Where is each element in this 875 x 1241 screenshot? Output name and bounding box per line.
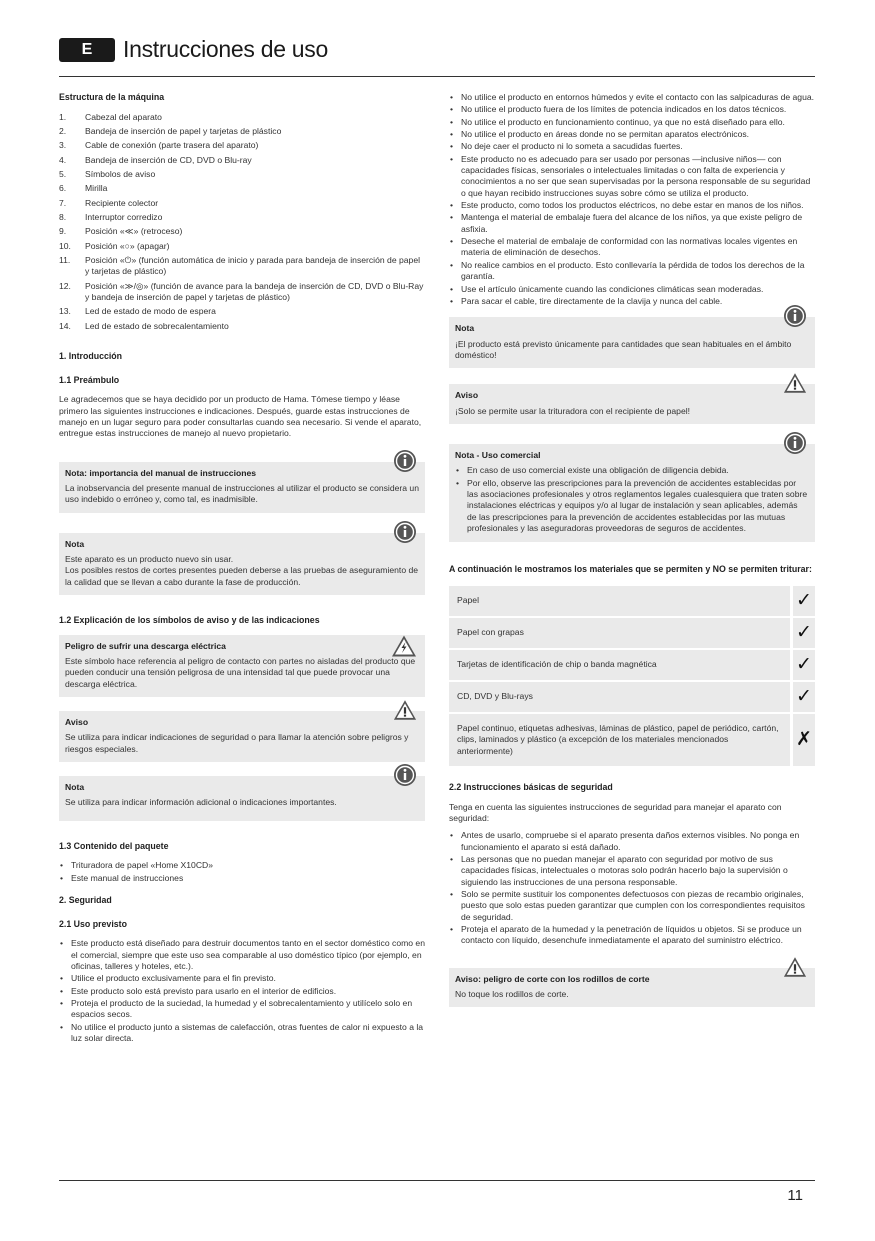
structure-item [59, 155, 425, 166]
material-label: Papel [449, 586, 790, 616]
structure-item-text: Posición «⏻» (función automática de inicio y parada para bandeja de inserción de papel y tarjetas de plástico) [85, 255, 421, 277]
list-item: • Este manual de instrucciones [59, 873, 425, 884]
warning-icon [783, 371, 807, 395]
warning-title: Aviso [65, 717, 89, 728]
note-manual-box [59, 462, 425, 513]
list-item: • Para sacar el cable, tire directamente de la clavija y nunca del cable. [449, 296, 815, 307]
material-label: CD, DVD y Blu-rays [449, 682, 790, 712]
structure-item [59, 126, 425, 137]
table-row [449, 714, 815, 766]
warning-text: Se utiliza para indicar indicaciones de seguridad o para llamar la atención sobre peligros y riesgos especiales. [65, 732, 409, 754]
table-row [449, 682, 815, 712]
structure-item-text: Símbolos de aviso [85, 168, 156, 179]
warn-rollers-title: Aviso: peligro de corte con los rodillos de corte [455, 973, 650, 984]
structure-item-text: Posición «○» (apagar) [85, 240, 170, 251]
structure-item-number: 11. [59, 255, 71, 266]
shock-title: Peligro de sufrir una descarga eléctrica [65, 640, 226, 651]
table-row [449, 618, 815, 648]
package-list [59, 860, 425, 884]
intended-use-heading: 2.1 Uso previsto [59, 918, 127, 929]
note-manual-text: La inobservancia del presente manual de instrucciones al utilizar el producto se considera un uso indebido o erróneo y, como tal, es inadmisible. [65, 483, 419, 505]
structure-item [59, 140, 425, 151]
basic-safety-list [449, 830, 815, 946]
page-header [59, 34, 815, 64]
structure-list [59, 112, 425, 333]
structure-item [59, 212, 425, 223]
structure-item-number: 3. [59, 140, 67, 151]
usage-rules-list [449, 92, 815, 307]
symbols-heading: 1.2 Explicación de los símbolos de aviso y de las indicaciones [59, 615, 320, 626]
note-household-text: ¡El producto está previsto únicamente para cantidades que sean habituales en el ámbito doméstico! [455, 338, 792, 360]
structure-item [59, 321, 425, 332]
shock-text: Este símbolo hace referencia al peligro de contacto con partes no aisladas del producto que pueden conducir una tensión peligrosa de una intensidad tal que puede provocar una descarga eléctrica. [65, 656, 416, 689]
note-new-text-2: Los posibles restos de cortes presentes pueden deberse a las pruebas de aseguramiento de la calidad que se llevan a cabo durante la fase de producción. [65, 565, 419, 587]
structure-item-text: Cable de conexión (parte trasera del aparato) [85, 140, 259, 151]
structure-item-text: Posición «≪» (retroceso) [85, 226, 183, 237]
list-item: • Deseche el material de embalaje de conformidad con las normativas locales vigentes en materia de eliminación de desechos. [449, 236, 815, 259]
structure-item-number: 4. [59, 154, 67, 165]
note-commercial-title: Nota - Uso comercial [455, 449, 541, 460]
structure-item [59, 241, 425, 252]
list-item: • No utilice el producto en áreas donde no se permitan aparatos electrónicos. [449, 129, 815, 140]
structure-item [59, 281, 425, 304]
left-column [59, 92, 425, 1045]
list-item: • En caso de uso comercial existe una obligación de diligencia debida. [455, 465, 809, 476]
structure-item-number: 13. [59, 306, 71, 317]
list-item: • Este producto solo está previsto para usarlo en el interior de edificios. [59, 986, 425, 997]
warn-rollers-text: No toque los rodillos de corte. [455, 989, 569, 999]
structure-item-number: 1. [59, 111, 67, 122]
note-household-title: Nota [455, 323, 475, 334]
warn-paper-text: ¡Solo se permite usar la trituradora con el recipiente de papel! [455, 405, 691, 416]
list-item: • Mantenga el material de embalaje fuera del alcance de los niños, ya que existe peligro de asfixia. [449, 212, 815, 235]
list-item: • Utilice el producto exclusivamente para el fin previsto. [59, 973, 425, 984]
structure-item-number: 6. [59, 183, 67, 194]
warning-box [59, 711, 425, 762]
safety-heading: 2. Seguridad [59, 895, 112, 906]
list-item: • Por ello, observe las prescripciones para la prevención de accidentes establecidas por las asociaciones profesionales y otros reglamentos legales cualesquiera que traten sobre instalaciones eléctricas y equipos y/o al lugar de instalación y sean aplicables, además de las prescripciones para la prevención de accidentes establecidas por las mutuas profesionales y las aseguradoras proveedoras de seguros de accidentes. [455, 478, 809, 535]
list-item: • Este producto no es adecuado para ser usado por personas —inclusive niños— con capacidades físicas, sensoriales o intelectuales limitadas o con falta de experiencia y conocimientos a no ser que sean supervisadas por la persona responsable de su seguridad o que hayan recibido instrucciones suyas sobre cómo se utiliza el producto. [449, 154, 815, 199]
info-icon [783, 304, 807, 328]
list-item: • Proteja el producto de la suciedad, la humedad y el sobrecalentamiento y utilícelo solo en espacios secos. [59, 998, 425, 1021]
structure-item [59, 183, 425, 194]
note-manual-title: Nota: importancia del manual de instrucciones [65, 467, 257, 478]
list-item: • No utilice el producto junto a sistemas de calefacción, otras fuentes de calor ni expuesto a la luz solar directa. [59, 1022, 425, 1045]
checkmark-icon: ✓ [790, 586, 815, 616]
structure-item-text: Interruptor corredizo [85, 212, 163, 223]
note-new-box [59, 533, 425, 595]
structure-item-text: Posición «≫/◎» (función de avance para la bandeja de inserción de CD, DVD o Blu-Ray y bandeja de inserción de papel y tarjetas de plástico) [85, 280, 424, 303]
list-item: • No utilice el producto fuera de los límites de potencia indicados en los datos técnicos. [449, 104, 815, 115]
list-item: • Use el artículo únicamente cuando las condiciones climáticas sean moderadas. [449, 284, 815, 295]
checkmark-icon: ✓ [790, 618, 815, 648]
electric-shock-icon [391, 634, 417, 658]
note-title: Nota [65, 782, 85, 793]
structure-item-number: 9. [59, 226, 67, 237]
header-divider [59, 76, 815, 77]
info-icon [783, 431, 807, 455]
table-row [449, 586, 815, 616]
structure-item [59, 255, 425, 278]
structure-item-text: Recipiente colector [85, 197, 159, 208]
structure-item-text: Led de estado de modo de espera [85, 306, 216, 317]
language-badge: E [59, 38, 115, 62]
material-label: Papel con grapas [449, 618, 790, 648]
structure-item-text: Cabezal del aparato [85, 111, 162, 122]
list-item: • No utilice el producto en funcionamiento continuo, ya que no está diseñado para ello. [449, 117, 815, 128]
basic-safety-intro: Tenga en cuenta las siguientes instrucciones de seguridad para manejar el aparato con seguridad: [449, 801, 782, 823]
structure-item-number: 8. [59, 212, 67, 223]
commercial-list [455, 465, 809, 534]
structure-item-text: Led de estado de sobrecalentamiento [85, 320, 229, 331]
preamble-text: Le agradecemos que se haya decidido por un producto de Hama. Tómese tiempo y léase primero las siguientes instrucciones e indicaciones. Después, guarde estas instrucciones de manejo en un lugar seguro para poder consultarlas cuando sea necesario. Si vende el aparato, entregue estas instrucciones de manejo al nuevo propietario. [59, 394, 422, 439]
package-heading: 1.3 Contenido del paquete [59, 840, 169, 851]
materials-table [449, 584, 815, 768]
warn-paper-box [449, 384, 815, 424]
structure-heading: Estructura de la máquina [59, 92, 165, 102]
structure-item [59, 169, 425, 180]
structure-item-text: Bandeja de inserción de CD, DVD o Blu-ray [85, 154, 252, 165]
list-item: • No deje caer el producto ni lo someta a sacudidas fuertes. [449, 141, 815, 152]
list-item: • Este producto, como todos los productos eléctricos, no debe estar en manos de los niños. [449, 200, 815, 211]
warn-rollers-box [449, 968, 815, 1008]
page-number: 11 [787, 1187, 803, 1204]
list-item: • Solo se permite sustituir los componentes defectuosos con piezas de recambio originales, puesto que solo estas pueden garantizar que cumplen con los correspondientes requisitos de seguridad. [449, 889, 815, 923]
list-item: • Proteja el aparato de la humedad y la penetración de líquidos u objetos. Si se produce un contacto con líquido, desenchufe inmediatamente el aparato del suministro eléctrico. [449, 924, 815, 947]
structure-item [59, 112, 425, 123]
checkmark-icon: ✓ [790, 650, 815, 680]
list-item: • No utilice el producto en entornos húmedos y evite el contacto con las salpicaduras de agua. [449, 92, 815, 103]
materials-heading: A continuación le mostramos los materiales que se permiten y NO se permiten triturar: [449, 564, 812, 575]
shock-box [59, 635, 425, 697]
note-new-title: Nota [65, 538, 85, 549]
warning-icon [783, 955, 807, 979]
list-item: • Este producto está diseñado para destruir documentos tanto en el sector doméstico como en el comercial, siempre que este uso sea comparable al uso doméstico típico (por ejemplo, en oficinas, talleres y hoteles, etc.). [59, 938, 425, 972]
note-text: Se utiliza para indicar información adicional o indicaciones importantes. [65, 797, 337, 808]
info-icon [393, 763, 417, 787]
structure-item-text: Bandeja de inserción de papel y tarjetas de plástico [85, 125, 282, 136]
note-box [59, 776, 425, 821]
info-icon [393, 449, 417, 473]
footer-divider [59, 1180, 815, 1181]
warning-icon [393, 698, 417, 722]
basic-safety-heading: 2.2 Instrucciones básicas de seguridad [449, 781, 613, 792]
table-row [449, 650, 815, 680]
material-label: Papel continuo, etiquetas adhesivas, láminas de plástico, papel de periódico, cartón, clips, laminados y plástico (a excepción de los materiales mencionados anteriormente) [449, 714, 790, 766]
preamble-heading: 1.1 Preámbulo [59, 374, 120, 385]
structure-item-number: 12. [59, 280, 71, 291]
note-new-text-1: Este aparato es un producto nuevo sin usar. [65, 554, 234, 565]
info-icon [393, 520, 417, 544]
checkmark-icon: ✓ [790, 682, 815, 712]
structure-item-number: 14. [59, 320, 71, 331]
list-item: • No realice cambios en el producto. Esto conllevaría la pérdida de todos los derechos de la garantía. [449, 260, 815, 283]
cross-icon: ✗ [790, 714, 815, 766]
structure-item-number: 10. [59, 240, 71, 251]
structure-item-number: 5. [59, 168, 67, 179]
page-title: Instrucciones de uso [123, 36, 328, 62]
structure-item [59, 198, 425, 209]
structure-item-number: 2. [59, 125, 67, 136]
list-item: • Antes de usarlo, compruebe si el aparato presenta daños externos visibles. No ponga en funcionamiento el aparato si está dañado. [449, 830, 815, 853]
note-household-box [449, 317, 815, 368]
material-label: Tarjetas de identificación de chip o banda magnética [449, 650, 790, 680]
structure-item-number: 7. [59, 197, 67, 208]
list-item: • Las personas que no puedan manejar el aparato con seguridad por motivo de sus capacidades físicas, intelectuales o motoras solo podrán hacerlo bajo la supervisión o siguiendo las instrucciones de una persona responsable. [449, 854, 815, 888]
right-column [449, 92, 815, 1007]
structure-item-text: Mirilla [85, 183, 108, 194]
note-commercial-box [449, 444, 815, 542]
structure-item [59, 226, 425, 237]
structure-item [59, 306, 425, 317]
list-item: • Trituradora de papel «Home X10CD» [59, 860, 425, 871]
intended-use-list [59, 938, 425, 1044]
intro-heading: 1. Introducción [59, 351, 123, 362]
warn-paper-title: Aviso [455, 390, 479, 401]
